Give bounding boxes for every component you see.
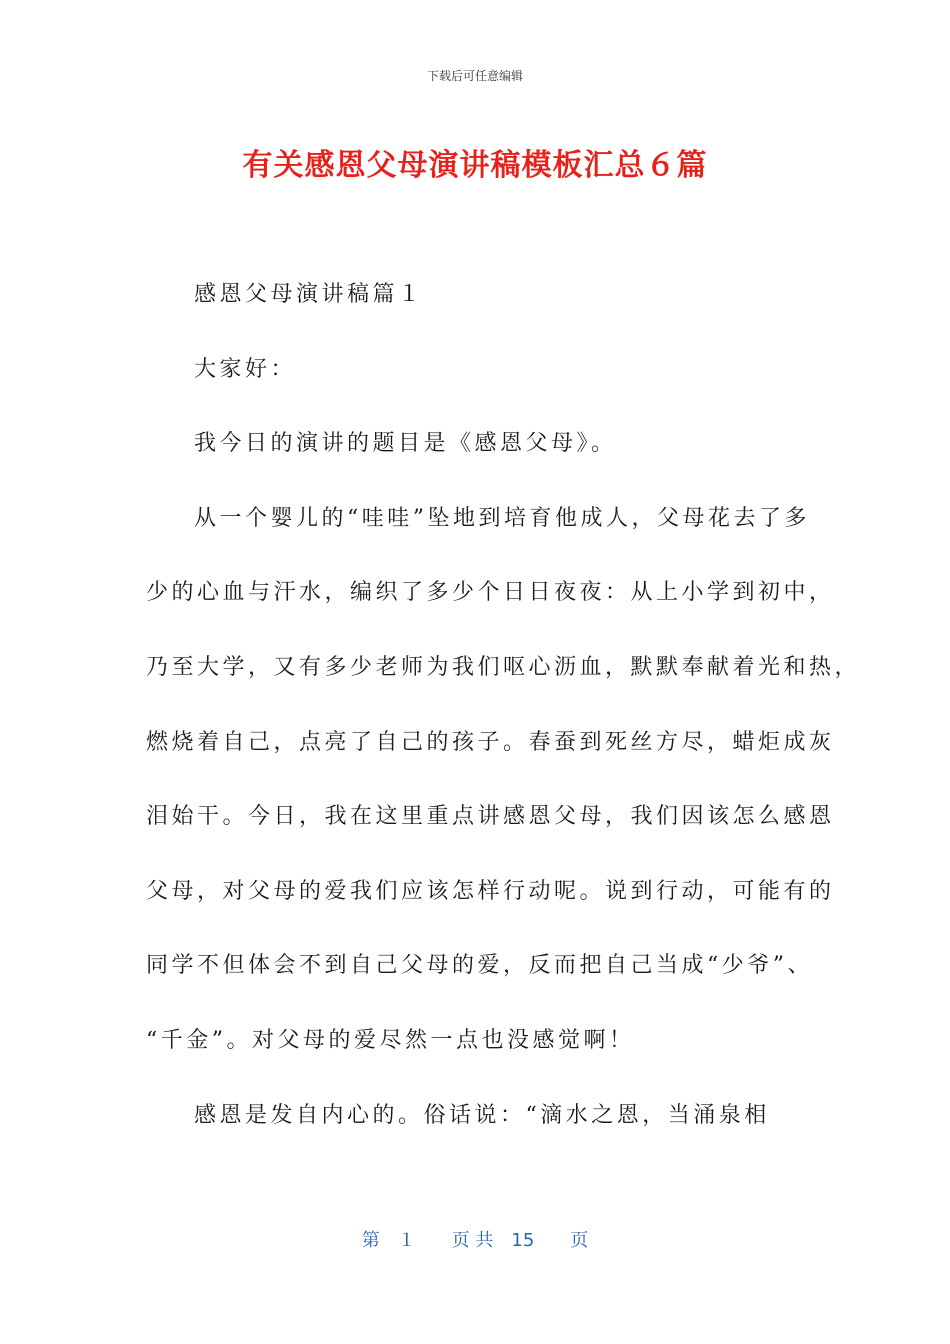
paragraph-line: 父母，对父母的爱我们应该怎样行动呢。说到行动，可能有的	[146, 878, 835, 904]
paragraph-line: 少的心血与汗水，编织了多少个日日夜夜：从上小学到初中，	[146, 580, 835, 606]
paragraph-line: 大家好：	[194, 356, 297, 382]
paragraph-line: 我今日的演讲的题目是《感恩父母》。	[194, 431, 617, 457]
document-body	[146, 270, 861, 1165]
paragraph-line: 感恩是发自内心的。俗话说：“滴水之恩，当涌泉相	[194, 1102, 770, 1128]
paragraph-line: “千金”。对父母的爱尽然一点也没感觉啊！	[146, 1027, 635, 1053]
paragraph-line: 感恩父母演讲稿篇１	[194, 282, 424, 307]
paragraph-line: 乃至大学，又有多少老师为我们呕心沥血，默默奉献着光和热，	[146, 654, 861, 680]
paragraph-line: 泪始干。今日，我在这里重点讲感恩父母，我们因该怎么感恩	[146, 804, 835, 830]
paragraph-line: 从一个婴儿的“哇哇”坠地到培育他成人，父母花去了多	[194, 505, 810, 531]
page-number-footer: 第 １ 页 共 15 页	[361, 1230, 589, 1251]
document-title: 有关感恩父母演讲稿模板汇总６篇	[242, 148, 708, 183]
header-note: 下载后可任意编辑	[426, 69, 523, 83]
paragraph-line: 同学不但体会不到自己父母的爱，反而把自己当成“少爷”、	[146, 953, 813, 979]
paragraph-line: 燃烧着自己，点亮了自己的孩子。春蚕到死丝方尽，蜡炬成灰	[146, 729, 835, 755]
